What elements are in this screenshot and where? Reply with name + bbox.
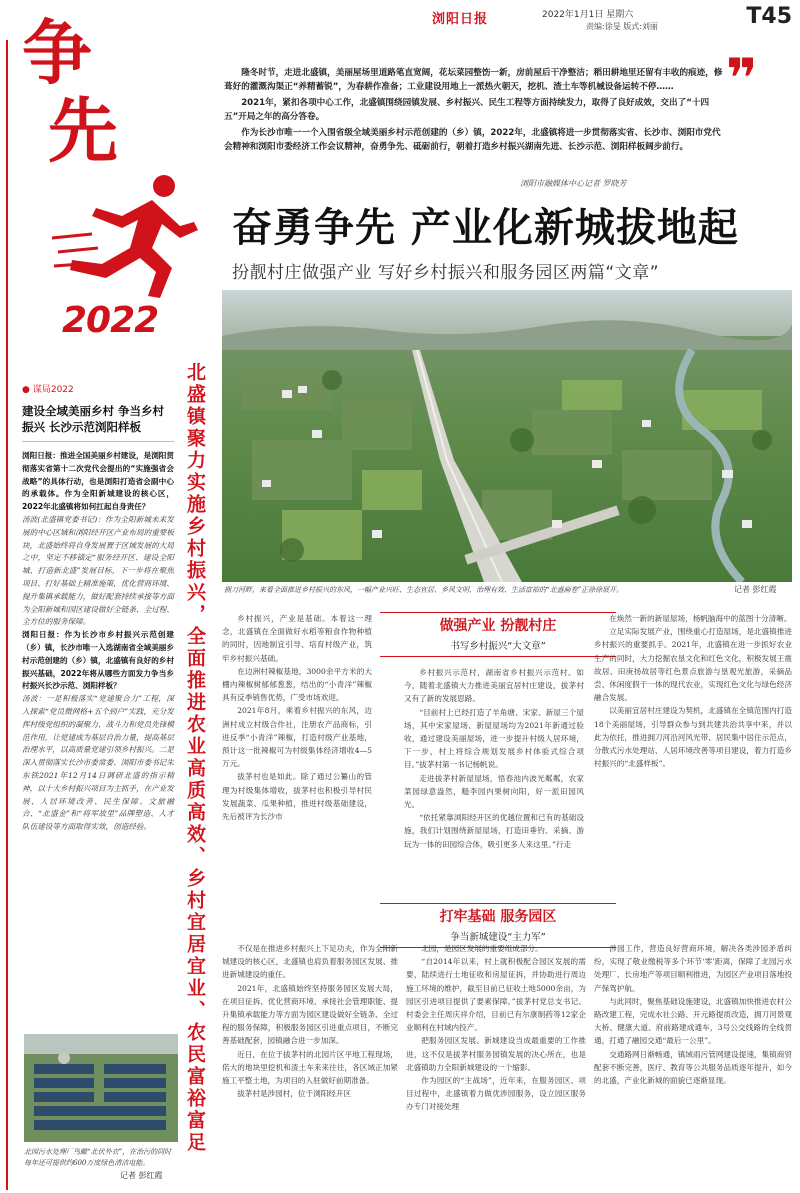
intro-paragraph: 作为长沙市唯一一个入围省级全域美丽乡村示范创建的（乡）镇，2022年，北盛镇将进一步贯彻落实省、长沙市、浏阳市党代会精神和浏阳市委经济工作会议精神，奋勇争先、砥砺前行，朝着打造乡村振兴湖南先进、长沙示范、浏阳样板阔步前行。	[224, 127, 721, 153]
planning-tag: ● 谋局2022	[22, 382, 174, 395]
quote-mark-icon: ❞	[726, 47, 750, 110]
solar-plant-image	[24, 1034, 178, 1142]
main-headline: 奋勇争先 产业化新城拔地起	[232, 204, 739, 251]
aerial-photo-caption: 拥刀河畔，来看全面推进乡村振兴的东风，一幅产业兴旺、生态宜居、乡风文明、治理有效、生活富裕的“北盛画卷”正徐徐展开。	[224, 586, 624, 594]
sewage-plant-photo	[24, 1034, 178, 1142]
section1-column-2	[404, 666, 584, 851]
article-paragraph: 不仅是在推进乡村振兴上下足功夫，作为全阳新城建设的核心区，北盛镇也肩负着服务园区发展、推进新城建设的重任。	[222, 944, 398, 980]
left-photo-credit: 记者 彭红霞	[120, 1171, 163, 1180]
section1-column-1	[222, 612, 372, 823]
article-paragraph: “目前村上已经打造了羊角塘、宋家、新屋三个屋场，其中宋家屋场、新屋屋场均为2021年新通过验收，通过建设美丽屋场，进一步提升村级人居环境，下一步，村上将综合规划发展乡村体验式综合项目。”拔茅村第一书记杨帆说。	[404, 707, 584, 770]
intro-paragraph: 隆冬时节，走进北盛镇，美丽屋场里道路笔直宽阔，花坛菜园整饬一新，房前屋后干净整洁；稻田耕地里还留有丰收的痕迹，修葺好的灌溉沟渠正“养精蓄锐”，为春耕作准备；工业建设用地上一派热火朝天，挖机、渣土车等机械设备运转不停……	[224, 68, 723, 93]
intro-paragraph: 2021年，紧扣各项中心工作，北盛镇围绕园镇发展、乡村振兴、民生工程等方面持续发力，取得了良好成效，交出了“十四五”开局之年的高分答卷。	[224, 97, 710, 123]
aerial-photo	[222, 290, 792, 582]
article-paragraph: 交通路网日渐畅通，镇域雨污管网建设提速，集镇商贸配套不断完善，医疗、教育等公共服务品质逐年提升，如今的北盛，产业化新城的面貌已逐渐显现。	[594, 1049, 792, 1086]
article-paragraph: 2021年，北盛镇始终坚持服务园区发展大局，在项目征拆、优化营商环境、承接社会管理职能、提升集镇承载能力等方面为园区建设做好全链条、全过程的服务保障，积极服务园区引进重点项目，不断完善基础配套，园镇融合进一步加深。	[222, 983, 398, 1046]
newspaper-logo: 浏阳日报	[432, 12, 489, 27]
article-paragraph: 把服务园区发展、新城建设当成最重要的工作推进，这不仅是拔茅村服务园镇发展的决心所在，也是北盛镇助力全阳新城建设的一个缩影。	[406, 1036, 586, 1072]
issue-date: 2022年1月1日 星期六	[542, 10, 634, 20]
runner-icon	[52, 168, 202, 298]
left-interview-column	[22, 382, 174, 834]
interview-answer: 汤波(北盛镇党委书记)：作为全阳新城未来发展的中心区域和浏阳经开区产业布局的重要板块，北盛始终将自身发展置于区域发展的大局之中，坚定不移锚定“服务经开区、建设全阳城、打造新北盛”发展目标，下一步将在聚焦项目、打好基础上精准施策，优化营商环境、提升集镇承载能力，做好配套持续承接等方面为全阳新城和园区建设做好全链条、全过程、全方位的服务保障。	[22, 514, 174, 627]
section2-column-3	[594, 942, 792, 1087]
article-paragraph: 在边洲村辣椒基地，3000余平方米的大棚内辣椒树郁郁葱葱，结出的“小青洋”辣椒具有反季销售优势，广受市场欢迎。	[222, 666, 372, 703]
article-paragraph: 乡村振兴，产业是基础。本着这一理念，北盛镇在全面做好水稻等粮食作物种植的同时，因地制宜引导、培育村级产业，筑牢乡村振兴基础。	[222, 614, 372, 663]
article-paragraph: 拔茅村是涉园村，位于浏阳经开区	[237, 1089, 352, 1099]
sub-headline: 扮靓村庄做强产业 写好乡村振兴和服务园区两篇“文章”	[232, 263, 660, 283]
aerial-photo-credit: 记者 彭红霞	[734, 585, 777, 594]
article-paragraph: 走进拔茅村新屋屋场，悟春池内波光粼粼，农家菜园绿意盎然，糙李园内果树向阳，好一派田园风光。	[404, 773, 584, 810]
aerial-landscape-image	[222, 290, 792, 582]
interview-answer: 汤波：一是积极落实“党建聚合力”工程，深入探索“党员微网格+五个到户”实践，充分发挥村级党组织的凝聚力、战斗力和党员先锋模范作用，让党建成为基层自治力量，提高基层治理水平，以高质量党建引领乡村振兴。二是深入贯彻落实长沙市委常委、浏阳市委书记朱东铁2021年12月14日调研北盛的指示精神，以十大乡村振兴项目为主抓手，在产业发展、人居环境改善、民生保障、文旅融合、“北盛金”和“将军故里”品牌塑造、人才队伍建设等方面取得实效，创造经验。	[22, 694, 174, 832]
interview-title: 建设全域美丽乡村 争当乡村振兴 长沙示范浏阳样板	[22, 403, 174, 442]
section-title: 打牢基础 服务园区	[439, 909, 557, 925]
article-paragraph: 作为园区的“主战场”，近年来，在服务园区、项目过程中，北盛镇着力做优涉园服务，设立园区服务办专门对接处理	[406, 1076, 586, 1112]
article-paragraph: 与此同时，聚焦基础设施建设，北盛镇加快推进农村公路改建工程，完成水社公路、开元路提质改造，拥刀河景观大桥、健康大道、府前路建成通车，3号公交线路的全线贯通，打通了融园交通“最后一公里”。	[594, 996, 792, 1046]
section2-column-1	[222, 942, 398, 1100]
interview-question: 浏阳日报：推进全国美丽乡村建设，是浏阳贯彻落实省第十二次党代会提出的“实施强省会战略”的具体行动，也是浏阳打造省会副中心的承载体。作为全阳新城建设的核心区，2022年北盛镇将如何扛起自身责任？	[22, 451, 174, 512]
section-industry-header	[380, 612, 616, 657]
article-paragraph: 2021年8月，乘着乡村振兴的东风，边洲村成立村级合作社，注册农产品商标，引进反季“小青洋”辣椒，打造村级产业基地，预计这一批辣椒可为村级集体经济增收4—5万元。	[222, 706, 372, 769]
zhengxian-banner	[22, 11, 192, 358]
article-paragraph: 北园，是园区发展的重要组成部分。	[421, 944, 543, 953]
banner-char-xian: 先	[48, 89, 118, 172]
article-paragraph: 以美丽宜居村庄建设为契机，北盛镇在全镇范围内打造18个美丽屋场，引导群众参与到共建共治共享中来，并以此为依托，推进拥刀河沿河风光带、居民集中居住示范点，分散式污水处理站、人居环境改善等项目建设，着力打造乡村振兴的“北盛样板”。	[594, 706, 792, 769]
page-number: T45	[746, 4, 792, 29]
section2-column-2	[406, 942, 586, 1114]
section-title: 做强产业 扮靓村庄	[439, 618, 557, 634]
article-paragraph: 近日，在位于拔茅村的北园片区平地工程现场，偌大的地块里挖机和渣土车来来往往，各区域正加紧施工平整土地，为项目的入驻做好前期准备。	[222, 1049, 398, 1086]
interview-question: 浏阳日报：作为长沙市乡村振兴示范创建（乡）镇，长沙市唯一入选湖南省全域美丽乡村示范创建的（乡）镇，北盛镇有良好的乡村振兴基础，2022年将从哪些方面发力争当乡村振兴长沙示范、浏阳样板？	[22, 630, 174, 691]
article-paragraph: “依托紧靠浏阳经开区的优越位置和已有的基础设施，我们计划围绕新屋屋场，打造田垂钓、采摘、游玩为一体的田园综合体，吸引更多人来这里。”行走	[404, 813, 584, 849]
article-paragraph: “自2014年以来，村上就积极配合园区发展的需要，陆续进行土地征收和房屋征拆，并协助进行周边施工环境的维护，截至目前已征收土地5000余亩，为园区引进项目提供了要素保障。”拔茅村党总支书记、村委会主任周庆祥介绍，目前已有尔康制药等12家企业顺利在村域内投产。	[406, 957, 586, 1033]
intro-byline: 浏阳市融媒体中心记者 罗晓芳	[520, 179, 627, 188]
left-photo-caption: 北园污水处理厂鸟瞰“北伏外衣”，在治污的同时每年还可提供约600万度绿色清洁电能。	[24, 1148, 172, 1167]
page-header	[432, 4, 792, 36]
editor-credits: 责编:徐旻 版式:刘丽	[586, 22, 658, 31]
article-paragraph: 拔茅村也是如此。除了通过公纂山的管理为村级集体增收，拔茅村也积极引导村民发展蔬菜、瓜果种植，推进村级基础建设，先后被评为长沙市	[222, 772, 372, 822]
intro-lead	[224, 66, 724, 155]
section-subtitle: 书写乡村振兴“大文章”	[450, 641, 546, 652]
section-subtitle: 争当新城建设“主力军”	[450, 932, 546, 943]
article-paragraph: 乡村振兴示范村，湖南省乡村振兴示范村。如今，随着北盛镇大力推进美丽宜居村庄建设，拔茅村又有了新的发展思路。	[404, 668, 584, 704]
vertical-slogan: 北盛镇聚力实施乡村振兴，全面推进农业高质高效、乡村宜居宜业、农民富裕富足	[184, 362, 206, 1154]
banner-char-zheng: 争	[22, 11, 92, 94]
article-paragraph: 立足实际发展产业，围绕重心打造屋场，是北盛镇推进乡村振兴的重要抓手。2021年，北盛镇在进一步抓好农业生产的同时，大力挖掘农垦文化和红色文化，积极发展王震故居、田庚扬故居等红色景点旅游与垦观光旅游，采摘品尝、休闲度假于一体的现代农业，实现红色文化与绿色经济融合发展。	[594, 627, 792, 703]
section1-column-3	[594, 612, 792, 770]
banner-year: 2022	[62, 300, 159, 341]
left-border-rule	[6, 40, 8, 1190]
article-paragraph: 在焕然一新的新屋屋场，杨帆脑海中的蓝图十分清晰。	[609, 614, 792, 623]
article-paragraph: 涉园工作，营造良好营商环境，解决各类涉园矛盾纠纷，实现了敬业缴税等多个环节‘零’距离，保障了北园污水处理厂、长房地产等项目顺利推进，为园区产业项目落地投产保驾护航。	[594, 944, 792, 993]
